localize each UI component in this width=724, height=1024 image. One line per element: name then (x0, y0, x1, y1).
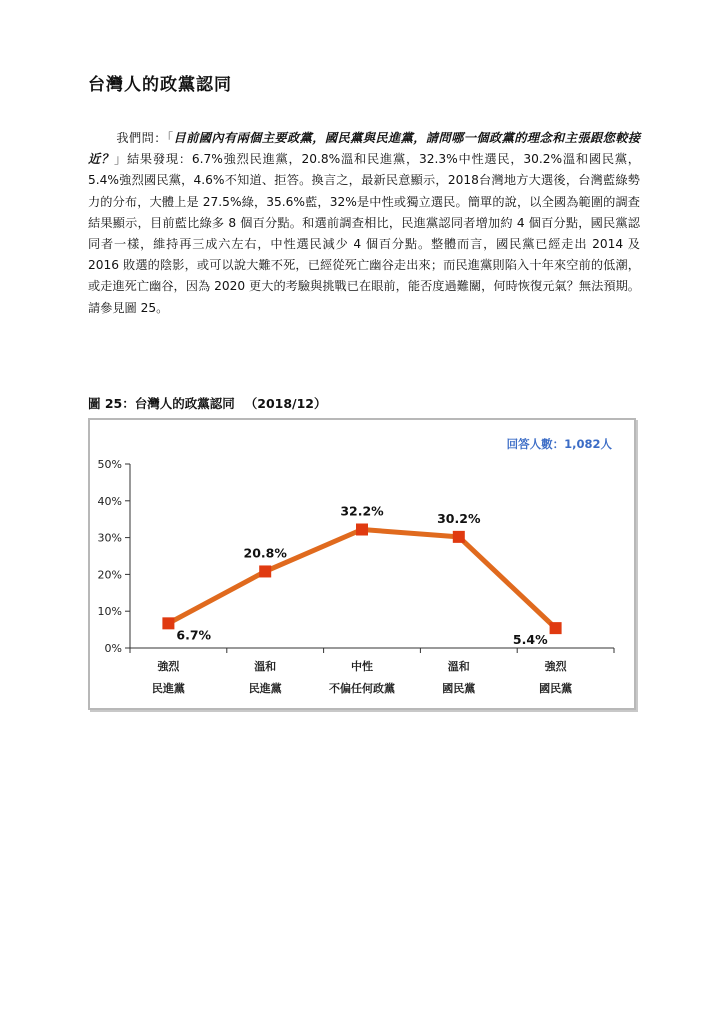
x-category-label: 民進黨 (248, 682, 282, 695)
series-line (168, 530, 555, 629)
respondents-note: 回答人數：1,082人 (506, 437, 612, 451)
x-category-label: 強烈 (157, 660, 180, 673)
party-identification-chart (90, 420, 634, 708)
x-category-label: 強烈 (544, 660, 567, 673)
x-category-label: 不偏任何政黨 (329, 682, 395, 695)
data-point (162, 617, 174, 629)
data-label: 20.8% (243, 545, 287, 561)
data-label: 32.2% (340, 503, 384, 519)
body-rest: 」結果發現：6.7%強烈民進黨，20.8%溫和民進黨，32.3%中性選民，30.2%溫和國民黨，5.4%強烈國民黨，4.6%不知道、拒答。換言之，最新民意顯示，2018台灣地方大選後，台灣藍綠勢力的分布，大體上是 27.5%綠，35.6%藍，32%是中性或獨立選民。簡單的說，以全國為範圍的調查結果顯示，目前藍比綠多 8 個百分點。和選前調查相比，民進黨認同者增加約 4 個百分點，國民黨認同者一樣，維持再三成六左右，中性選民減少 4 個百分點。整體而言，國民黨已經走出 2014 及 2016 敗選的陰影，或可以說大難不死，已經從死亡幽谷走出來；而民進黨則陷入十年來空前的低潮，或走進死亡幽谷，因為 2020 更大的考驗與挑戰已在眼前，能否度過難關，何時恢復元氣？無法預期。請參見圖 25。 (88, 152, 640, 315)
x-category-label: 民進黨 (151, 682, 185, 695)
data-point (356, 524, 368, 536)
x-category-label: 溫和 (254, 660, 277, 673)
data-point (550, 622, 562, 634)
data-label: 6.7% (176, 627, 212, 643)
figure-caption-title: 圖 25：台灣人的政黨認同 (88, 396, 235, 411)
data-label: 5.4% (512, 632, 548, 648)
survey-question: 目前國內有兩個主要政黨，國民黨與民進黨，請問哪一個政黨的理念和主張跟您較接近？ (88, 131, 641, 167)
y-tick-label: 40% (97, 494, 122, 508)
x-category-label: 國民黨 (539, 682, 573, 695)
y-tick-label: 50% (97, 458, 122, 471)
page-heading: 台灣人的政黨認同 (88, 75, 232, 95)
data-point (453, 531, 465, 543)
body-lead: 我們問：「 (116, 131, 174, 145)
x-category-label: 中性 (351, 660, 373, 673)
chart-frame (88, 418, 636, 710)
y-tick-label: 10% (97, 605, 122, 619)
body-paragraph (88, 128, 640, 319)
data-label: 30.2% (437, 510, 481, 526)
figure-caption (88, 394, 327, 412)
x-category-label: 溫和 (447, 660, 470, 673)
x-category-label: 國民黨 (442, 682, 476, 695)
y-tick-label: 0% (104, 642, 122, 655)
y-tick-label: 20% (97, 568, 122, 582)
data-point (259, 565, 271, 577)
figure-caption-date: （2018/12） (244, 396, 327, 411)
y-tick-label: 30% (97, 531, 122, 545)
